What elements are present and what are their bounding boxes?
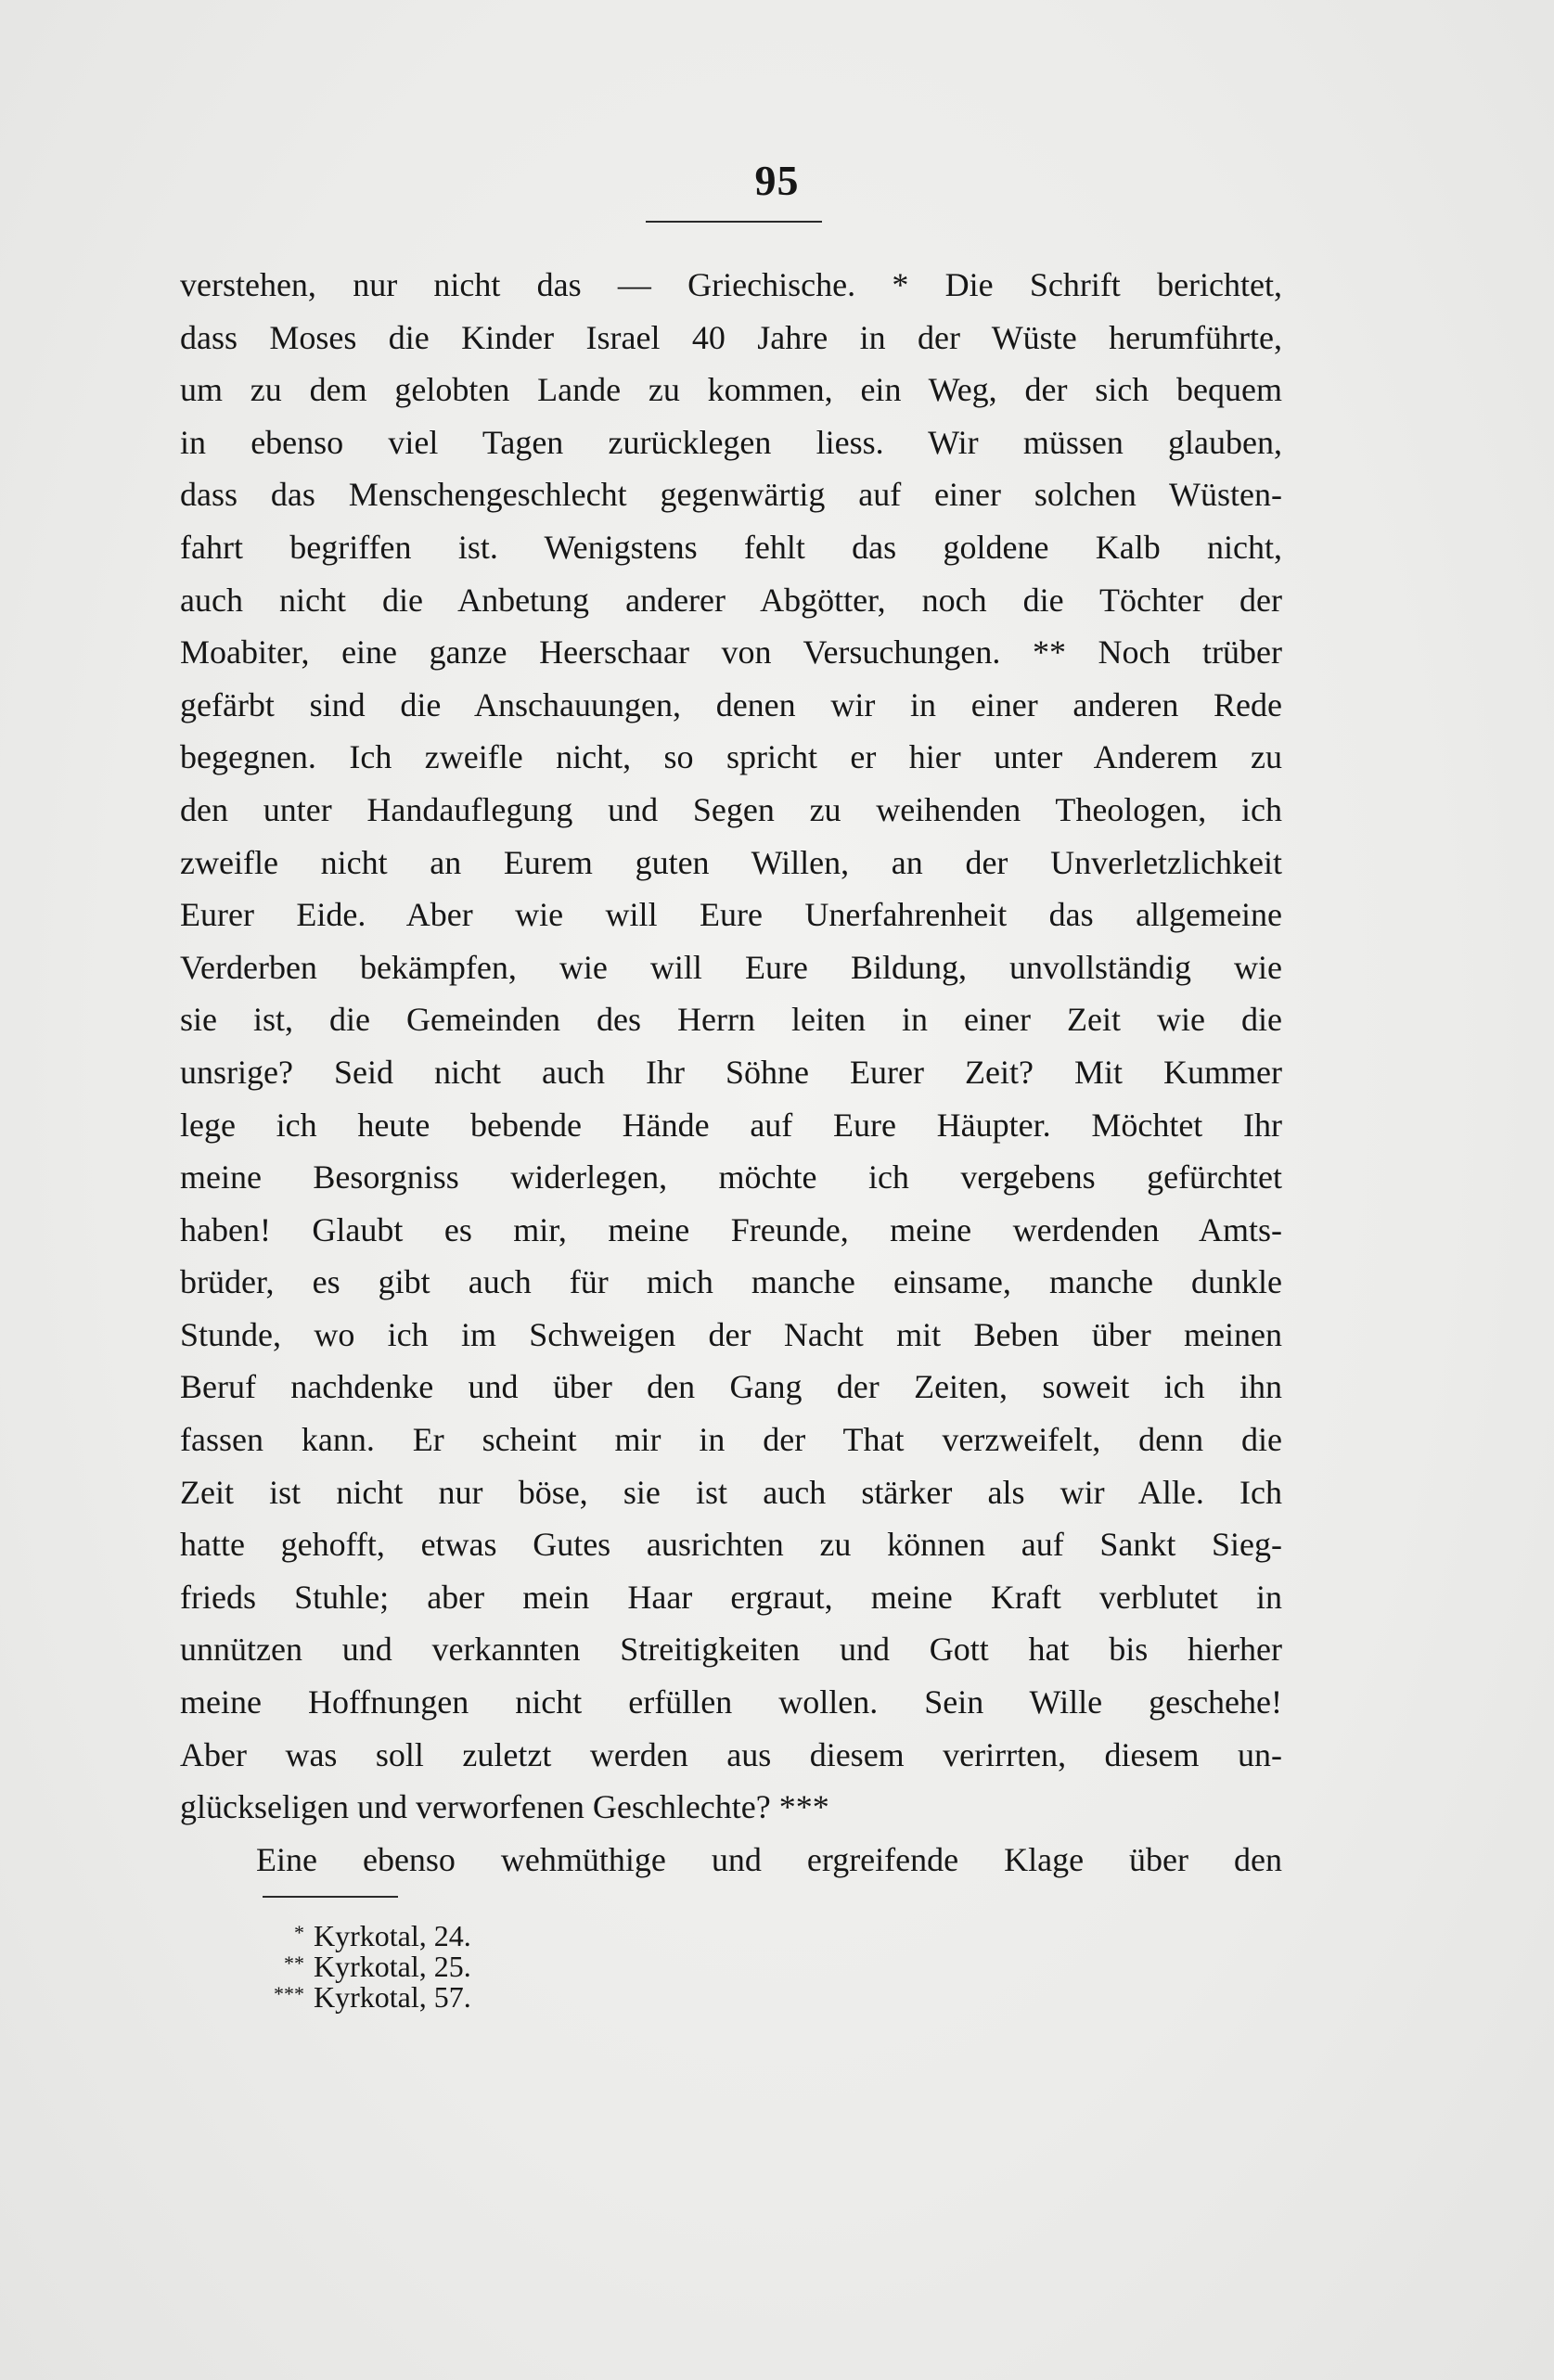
- footnote: [260, 1921, 816, 1951]
- text-line: brüder, es gibt auch für mich manche einsame, manche dunkle: [180, 1263, 1282, 1301]
- text-line-paragraph-start: Eine ebenso wehmüthige und ergreifende Klage über den: [256, 1840, 1282, 1878]
- text-line: meine Hoffnungen nicht erfüllen wollen. Sein Wille geschehe!: [180, 1683, 1282, 1721]
- text-line: begegnen. Ich zweifle nicht, so spricht er hier unter Anderem zu: [180, 738, 1282, 776]
- text-line-paragraph-end: glückseligen und verworfenen Geschlechte? ***: [180, 1788, 829, 1826]
- footnote: [260, 1982, 816, 2013]
- footnote: [260, 1951, 816, 1982]
- text-line: dass Moses die Kinder Israel 40 Jahre in der Wüste herumführte,: [180, 318, 1282, 356]
- text-line: Stunde, wo ich im Schweigen der Nacht mit Beben über meinen: [180, 1315, 1282, 1353]
- text-line: Eurer Eide. Aber wie will Eure Unerfahrenheit das allgemeine: [180, 896, 1282, 934]
- footnote-text: Kyrkotal, 24.: [314, 1919, 471, 1952]
- text-line: verstehen, nur nicht das — Griechische. * Die Schrift berichtet,: [180, 266, 1282, 303]
- body-text: [180, 259, 1282, 1886]
- page-number-rule: [646, 221, 822, 223]
- text-line: in ebenso viel Tagen zurücklegen liess. Wir müssen glauben,: [180, 423, 1282, 461]
- footnote-text: Kyrkotal, 57.: [314, 1980, 471, 2014]
- text-line: sie ist, die Gemeinden des Herrn leiten in einer Zeit wie die: [180, 1001, 1282, 1039]
- text-line: Beruf nachdenke und über den Gang der Zeiten, soweit ich ihn: [180, 1368, 1282, 1406]
- text-line: lege ich heute bebende Hände auf Eure Häupter. Möchtet Ihr: [180, 1106, 1282, 1144]
- text-line: Moabiter, eine ganze Heerschaar von Versuchungen. ** Noch trüber: [180, 633, 1282, 672]
- text-line: fassen kann. Er scheint mir in der That verzweifelt, denn die: [180, 1421, 1282, 1459]
- text-line: fahrt begriffen ist. Wenigstens fehlt das goldene Kalb nicht,: [180, 528, 1282, 566]
- text-line: um zu dem gelobten Lande zu kommen, ein Weg, der sich bequem: [180, 371, 1282, 409]
- text-line: den unter Handauflegung und Segen zu weihenden Theologen, ich: [180, 790, 1282, 828]
- text-line: Zeit ist nicht nur böse, sie ist auch stärker als wir Alle. Ich: [180, 1473, 1282, 1511]
- text-line: dass das Menschengeschlecht gegenwärtig auf einer solchen Wüsten-: [180, 476, 1282, 514]
- text-line: auch nicht die Anbetung anderer Abgötter, noch die Töchter der: [180, 581, 1282, 619]
- footnote-marker: **: [284, 1951, 304, 1975]
- text-line: haben! Glaubt es mir, meine Freunde, meine werdenden Amts-: [180, 1210, 1282, 1248]
- text-line: gefärbt sind die Anschauungen, denen wir in einer anderen Rede: [180, 685, 1282, 723]
- text-line: hatte gehofft, etwas Gutes ausrichten zu können auf Sankt Sieg-: [180, 1526, 1282, 1564]
- footnote-rule: [263, 1896, 398, 1898]
- footnote-marker: ***: [274, 1982, 304, 2005]
- text-line: zweifle nicht an Eurem guten Willen, an der Unverletzlichkeit: [180, 843, 1282, 881]
- text-line: unnützen und verkannten Streitigkeiten und Gott hat bis hierher: [180, 1631, 1282, 1669]
- text-line: Aber was soll zuletzt werden aus diesem verirrten, diesem un-: [180, 1735, 1282, 1773]
- text-line: meine Besorgniss widerlegen, möchte ich vergebens gefürchtet: [180, 1158, 1282, 1196]
- footnote-text: Kyrkotal, 25.: [314, 1950, 471, 1983]
- text-line: Verderben bekämpfen, wie will Eure Bildung, unvollständig wie: [180, 948, 1282, 986]
- text-line: unsrige? Seid nicht auch Ihr Söhne Eurer Zeit? Mit Kummer: [180, 1053, 1282, 1091]
- page-number: 95: [754, 157, 800, 204]
- text-line: frieds Stuhle; aber mein Haar ergraut, meine Kraft verblutet in: [180, 1578, 1282, 1616]
- footnote-marker: *: [294, 1921, 304, 1944]
- footnotes: [260, 1921, 816, 2013]
